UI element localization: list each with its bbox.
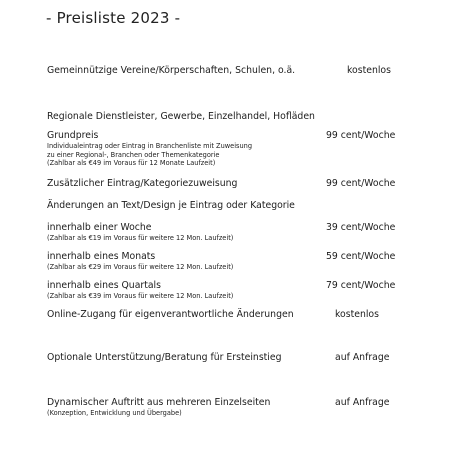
item-label: Dynamischer Auftritt aus mehreren Einzelseiten [47, 397, 271, 408]
item-label: Optionale Unterstützung/Beratung für Ersteinstieg [47, 352, 282, 363]
item-note: (Zahlbar als €19 im Voraus für weitere 12 Mon. Laufzeit) [47, 234, 234, 242]
item-label: Regionale Dienstleister, Gewerbe, Einzelhandel, Hofläden [47, 111, 315, 122]
item-label: innerhalb einer Woche [47, 222, 152, 233]
section-heading-aenderungen [47, 200, 407, 212]
item-price: kostenlos [335, 309, 379, 320]
item-label: Grundpreis [47, 130, 99, 141]
item-note: (Zahlbar als €39 im Voraus für weitere 12 Mon. Laufzeit) [47, 292, 234, 300]
item-note: (Zahlbar als €29 im Voraus für weitere 12 Mon. Laufzeit) [47, 263, 234, 271]
item-note: zu einer Regional-, Branchen oder Themenkategorie [47, 150, 220, 159]
section-heading-regionale [47, 111, 407, 123]
item-price: auf Anfrage [335, 352, 390, 363]
item-note: (Konzeption, Entwicklung und Übergabe) [47, 409, 182, 417]
item-price: 79 cent/Woche [326, 280, 396, 291]
item-price: 59 cent/Woche [326, 251, 396, 262]
item-price: 99 cent/Woche [326, 130, 396, 141]
item-label: Zusätzlicher Eintrag/Kategoriezuweisung [47, 178, 238, 189]
item-note: (Zahlbar als €49 im Voraus für 12 Monate Laufzeit) [47, 159, 216, 168]
item-label: Änderungen an Text/Design je Eintrag oder Kategorie [47, 200, 295, 211]
item-label: Gemeinnützige Vereine/Körperschaften, Schulen, o.ä. [47, 65, 296, 76]
item-label: Online-Zugang für eigenverantwortliche Änderungen [47, 309, 294, 320]
item-label: innerhalb eines Monats [47, 251, 156, 262]
item-note: Individualeintrag oder Eintrag in Branchenliste mit Zuweisung [47, 142, 253, 150]
item-price: auf Anfrage [335, 397, 390, 408]
item-price: 99 cent/Woche [326, 178, 396, 189]
item-price: 39 cent/Woche [326, 222, 396, 233]
page-title: - Preisliste 2023 - [46, 9, 181, 27]
item-label: innerhalb eines Quartals [47, 280, 161, 291]
item-price: kostenlos [347, 65, 391, 76]
